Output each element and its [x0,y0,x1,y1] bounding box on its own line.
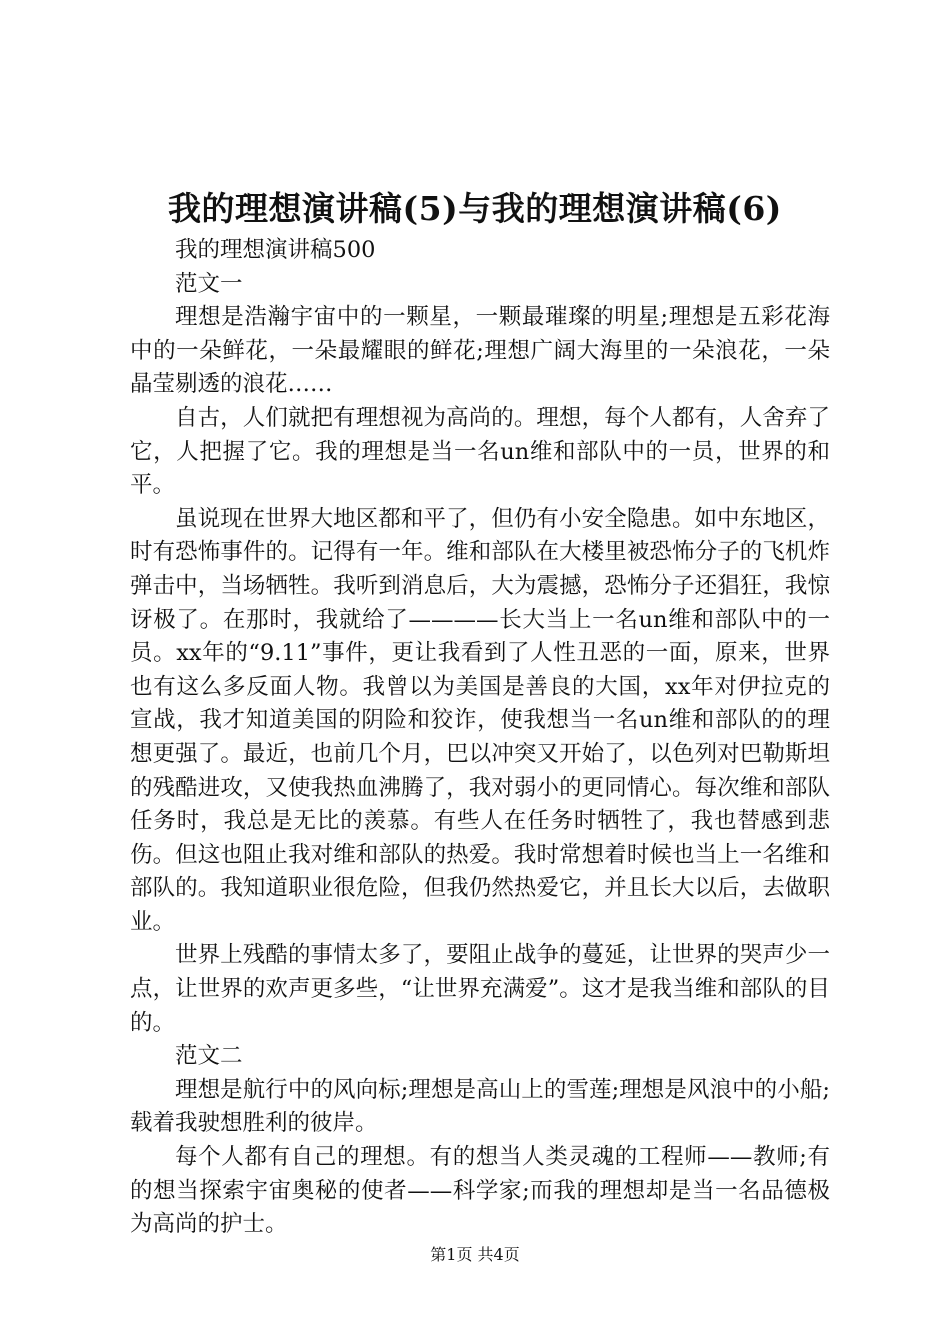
paragraph: 理想是浩瀚宇宙中的一颗星，一颗最璀璨的明星;理想是五彩花海中的一朵鲜花，一朵最耀眼的鲜花;理想广阔大海里的一朵浪花，一朵晶莹剔透的浪花…… [130,304,830,398]
document-body [130,234,830,1242]
paragraph: 世界上残酷的事情太多了，要阻止战争的蔓延，让世界的哭声少一点，让世界的欢声更多些，“让世界充满爱”。这才是我当维和部队的目的。 [130,942,830,1036]
paragraph: 每个人都有自己的理想。有的想当人类灵魂的工程师——教师;有的想当探索宇宙奥秘的使者——科学家;而我的理想却是当一名品德极为高尚的护士。 [130,1144,830,1238]
paragraph: 自古，人们就把有理想视为高尚的。理想，每个人都有，人舍弃了它，人把握了它。我的理想是当一名un维和部队中的一员，世界的和平。 [130,404,830,499]
page-number: 第1页 共4页 [430,1245,520,1264]
document-title: 我的理想演讲稿(5)与我的理想演讲稿(6) [168,189,782,228]
sample-one-label: 范文一 [175,270,243,297]
paragraph: 理想是航行中的风向标;理想是高山上的雪莲;理想是风浪中的小船;载着我驶想胜利的彼岸。 [130,1076,830,1137]
sample-two-label: 范文二 [175,1043,243,1070]
paragraph: 虽说现在世界大地区都和平了，但仍有小安全隐患。如中东地区，时有恐怖事件的。记得有一年。维和部队在大楼里被恐怖分子的飞机炸弹击中，当场牺牲。我听到消息后，大为震撼，恐怖分子还猖狂，我惊讶极了。在那时，我就给了————长大当上一名un维和部队中的一员。xx年的“9.11”事件，更让我看到了人性丑恶的一面，原来，世界也有这么多反面人物。我曾以为美国是善良的大国，xx年对伊拉克的宣战，我才知道美国的阴险和狡诈，使我想当一名un维和部队的的理想更强了。最近，也前几个月，巴以冲突又开始了，以色列对巴勒斯坦的残酷进攻，又使我热血沸腾了，我对弱小的更同情心。每次维和部队任务时，我总是无比的羡慕。有些人在任务时牺牲了，我也替感到悲伤。但这也阻止我对维和部队的热爱。我时常想着时候也当上一名维和部队的。我知道职业很危险，但我仍然热爱它，并且长大以后，去做职业。 [130,505,830,935]
speech-heading: 我的理想演讲稿500 [175,237,376,263]
